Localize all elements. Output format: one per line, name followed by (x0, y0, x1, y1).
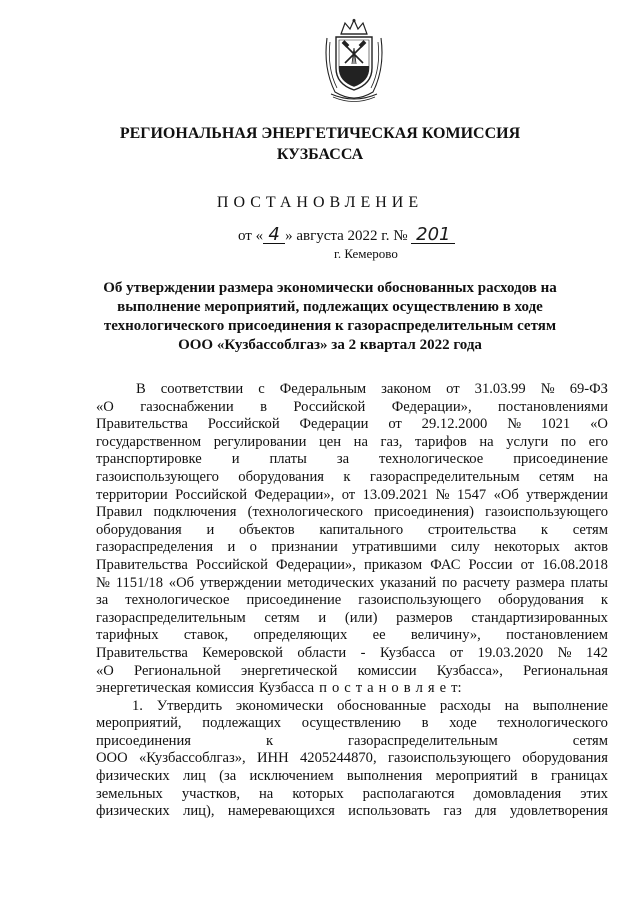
kuzbass-coat-of-arms-icon (321, 18, 387, 102)
body-line: «О Региональной энергетической комиссии Кузбасса», Региональная (96, 662, 608, 679)
body-line: энергетическая комиссия Кузбасса п о с т а н о в л я е т: (96, 680, 462, 697)
authority-line-1: РЕГИОНАЛЬНАЯ ЭНЕРГЕТИЧЕСКАЯ КОМИССИЯ (119, 125, 521, 142)
date-number-line (238, 224, 455, 245)
city: г. Кемерово (334, 246, 398, 261)
body-line: Правил подключения (технологического присоединения) газоиспользующего (96, 504, 608, 521)
title-line: Об утверждении размера экономически обоснованных расходов на (103, 280, 557, 296)
body-line: транспортировке и платы за технологическое присоединение (96, 451, 608, 468)
date-prefix: от « (238, 228, 264, 244)
body-line: Правительства Кемеровской области - Кузбасса от 19.03.2020 № 142 (96, 644, 608, 661)
body-line: физических лиц (за исключением выполнения мероприятий в границах (96, 768, 608, 785)
body-line: 1. Утвердить экономически обоснованные расходы на выполнение (132, 697, 608, 714)
document-body (96, 381, 608, 821)
body-line: газораспределения и о признании утратившими силу некоторых актов (96, 539, 608, 556)
document-title (80, 279, 580, 355)
body-line: присоединения к газораспределительным сетям (96, 732, 608, 749)
title-line: технологического присоединения к газораспределительным сетям (103, 318, 557, 334)
title-line: ООО «Кузбассоблгаз» за 2 квартал 2022 года (178, 337, 482, 353)
document-type: ПОСТАНОВЛЕНИЕ (216, 194, 424, 211)
body-line: Правительства Российской Федерации», приказом ФАС России от 16.08.2018 (96, 556, 608, 573)
body-line: земельных участков, на которых располагаются домовладения этих (96, 785, 608, 802)
body-line: оборудования и объектов капитального строительства к сетям (96, 521, 608, 538)
title-line: выполнение мероприятий, подлежащих осуществлению в ходе (117, 299, 543, 315)
body-line: физических лиц), намеревающихся использовать газ для удовлетворения (96, 803, 608, 820)
body-line: газоиспользующего оборудования к газораспределительным сетям на (96, 468, 608, 485)
body-line: газораспределительным сетям и (или) размеров стандартизированных (96, 609, 608, 626)
body-line: тарифных ставок, определяющих ее величину», постановлением (96, 627, 608, 644)
body-line: ООО «Кузбассоблгаз», ИНН 4205244870, газоиспользующего оборудования (96, 750, 608, 767)
handwritten-number: 201 (411, 227, 455, 244)
body-line: Правительства Российской Федерации от 29.12.2000 № 1021 «О (96, 416, 608, 433)
body-line: В соответствии с Федеральным законом от 31.03.99 № 69-ФЗ (136, 381, 608, 397)
issuing-authority (0, 123, 640, 165)
date-middle: » августа 2022 г. № (285, 228, 408, 244)
body-line: мероприятий, подлежащих осуществлению в ходе технологического (96, 715, 608, 732)
body-line: за технологическое присоединение газоиспользующего оборудования к (96, 592, 608, 609)
authority-line-2: КУЗБАССА (276, 146, 364, 163)
body-line: территории Российской Федерации», от 13.09.2021 № 1547 «Об утверждении (96, 486, 608, 503)
handwritten-day: 4 (263, 227, 285, 244)
body-line: № 1151/18 «Об утверждении методических указаний по расчету размера платы (96, 574, 608, 591)
body-line: «О газоснабжении в Российской Федерации», постановлениями (96, 398, 608, 415)
body-line: государственном регулировании цен на газ, тарифов на услуги по его (96, 433, 608, 450)
